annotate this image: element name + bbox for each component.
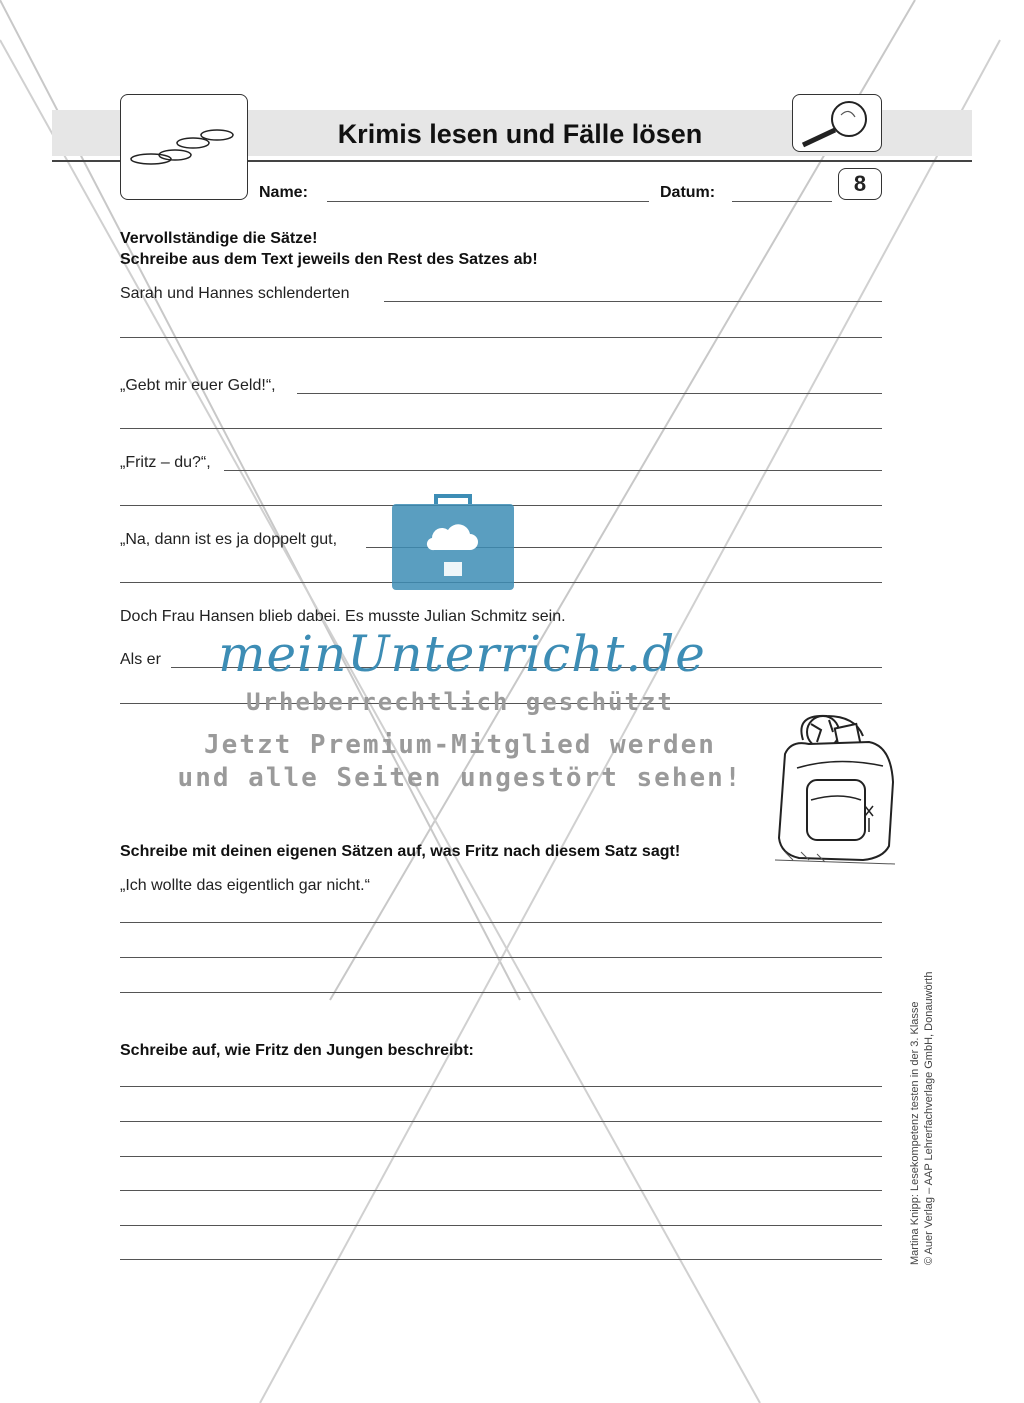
prompt-4: „Na, dann ist es ja doppelt gut,: [120, 531, 338, 548]
page-title: Krimis lesen und Fälle lösen: [337, 119, 703, 149]
task1-instruction-1: Vervollständige die Sätze!: [120, 230, 318, 247]
answer-line[interactable]: [120, 1259, 882, 1260]
answer-line[interactable]: [120, 337, 882, 338]
statement: Doch Frau Hansen blieb dabei. Es musste Julian Schmitz sein.: [120, 608, 566, 625]
prompt-1: Sarah und Hannes schlenderten: [120, 285, 350, 302]
credit-publisher: © Auer Verlag – AAP Lehrerfachverlage GmbH, Donauwörth: [923, 971, 935, 1265]
page-number: 8: [838, 168, 882, 200]
answer-line[interactable]: [120, 992, 882, 993]
watermark-copyright: Urheberrechtlich geschützt: [246, 688, 674, 716]
magnifying-glass-icon: [793, 95, 881, 151]
task3-instruction: Schreibe auf, wie Fritz den Jungen beschreibt:: [120, 1042, 474, 1059]
backpack-icon: [745, 710, 915, 870]
task2-quote: „Ich wollte das eigentlich gar nicht.“: [120, 877, 370, 894]
date-field[interactable]: [732, 201, 832, 202]
answer-line[interactable]: [120, 1086, 882, 1087]
answer-line[interactable]: [120, 1121, 882, 1122]
watermark-premium-2: und alle Seiten ungestört sehen!: [177, 763, 743, 793]
task2-instruction: Schreibe mit deinen eigenen Sätzen auf, was Fritz nach diesem Satz sagt!: [120, 843, 681, 860]
prompt-2: „Gebt mir euer Geld!“,: [120, 377, 276, 394]
name-label: Name:: [259, 184, 308, 201]
watermark-logo: meinUnterricht.de: [218, 625, 706, 683]
footprints-box: [120, 94, 248, 200]
answer-line[interactable]: [120, 1156, 882, 1157]
prompt-3: „Fritz – du?“,: [120, 454, 211, 471]
task1-instruction-2: Schreibe aus dem Text jeweils den Rest des Satzes ab!: [120, 251, 538, 268]
magnifier-box: [792, 94, 882, 152]
watermark-premium-1: Jetzt Premium-Mitglied werden: [204, 730, 716, 760]
credit-author: Martina Knipp: Lesekompetenz testen in der 3. Klasse: [909, 1001, 921, 1265]
answer-line[interactable]: [120, 957, 882, 958]
answer-line[interactable]: [120, 428, 882, 429]
footprints-icon: [121, 95, 247, 199]
date-label: Datum:: [660, 184, 716, 201]
briefcase-icon: [390, 492, 516, 592]
answer-line[interactable]: [120, 922, 882, 923]
answer-line[interactable]: [384, 301, 882, 302]
answer-line[interactable]: [297, 393, 882, 394]
prompt-5: Als er: [120, 651, 161, 668]
answer-line[interactable]: [224, 470, 882, 471]
name-field[interactable]: [327, 201, 649, 202]
answer-line[interactable]: [120, 1225, 882, 1226]
answer-line[interactable]: [120, 1190, 882, 1191]
